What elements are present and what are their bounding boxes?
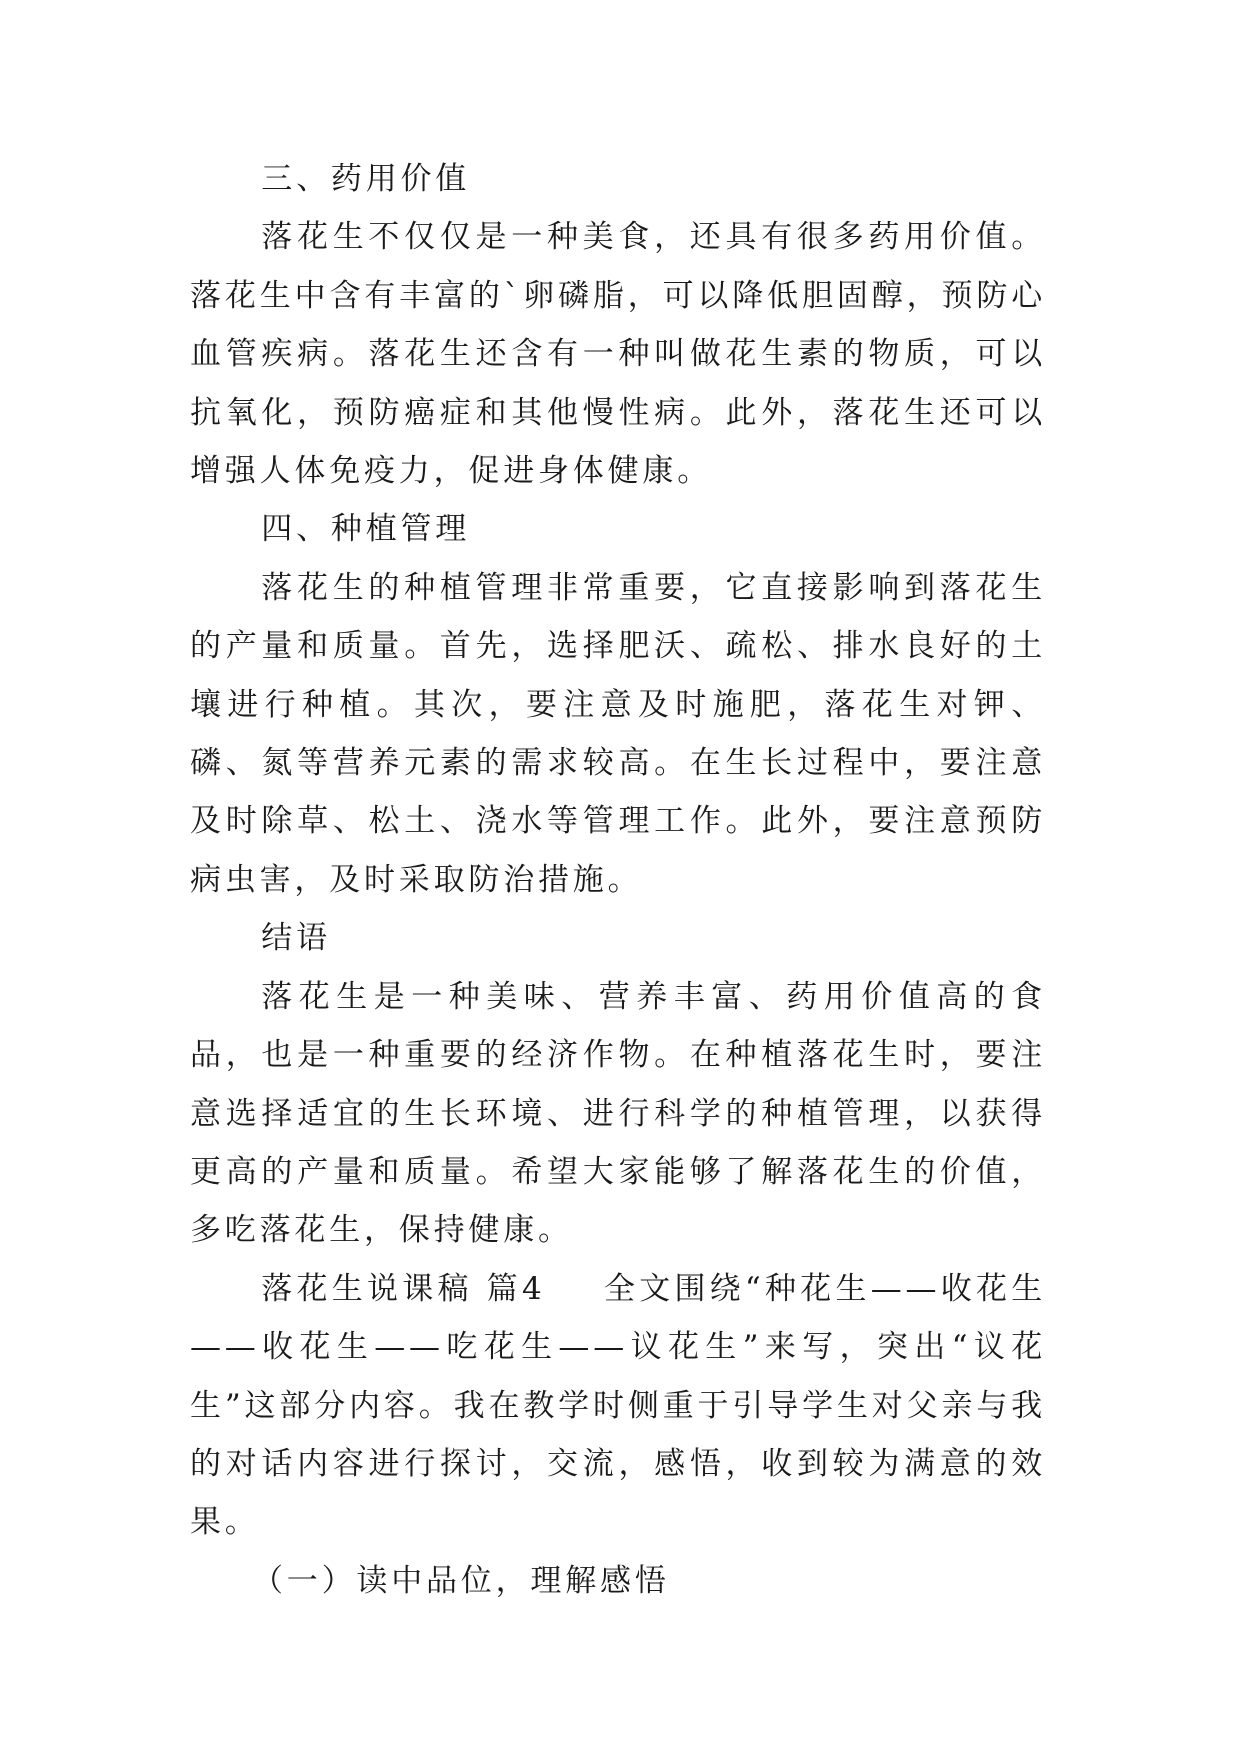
subsection-heading-reading: （一）读中品位，理解感悟 [252,1562,670,1599]
paragraph-planting-management: 落花生的种植管理非常重要，它直接影响到落花生的产量和质量。首先，选择肥沃、疏松、排水良好的土壤进行种植。其次，要注意及时施肥，落花生对钾、磷、氮等营养元素的需求较高。在生长过程中，要注意及时除草、松土、浇水等管理工作。此外，要注意预防病虫害，及时采取防治措施。 [190,569,1046,898]
article-4-title: 落花生说课稿 篇4 [261,1270,546,1307]
section-heading-conclusion: 结语 [261,920,331,957]
document-body [190,150,1046,1610]
paragraph-article-4 [190,1260,1046,1552]
paragraph-medicinal-value: 落花生不仅仅是一种美食，还具有很多药用价值。落花生中含有丰富的`卵磷脂，可以降低胆固醇，预防心血管疾病。落花生还含有一种叫做花生素的物质，可以抗氧化，预防癌症和其他慢性病。此外，落花生还可以增强人体免疫力，促进身体健康。 [190,219,1046,490]
section-heading-planting-management: 四、种植管理 [261,511,471,548]
section-heading-medicinal-value: 三、药用价值 [261,161,471,197]
paragraph-conclusion: 落花生是一种美味、营养丰富、药用价值高的食品，也是一种重要的经济作物。在种植落花生时，要注意选择适宜的生长环境、进行科学的种植管理，以获得更高的产量和质量。希望大家能够了解落花生的价值，多吃落花生，保持健康。 [190,978,1046,1249]
article-4-text: 全文围绕“种花生——收花生——收花生——吃花生——议花生”来写，突出“议花生”这部分内容。我在教学时侧重于引导学生对父亲与我的对话内容进行探讨，交流，感悟，收到较为满意的效果。 [190,1270,1046,1541]
